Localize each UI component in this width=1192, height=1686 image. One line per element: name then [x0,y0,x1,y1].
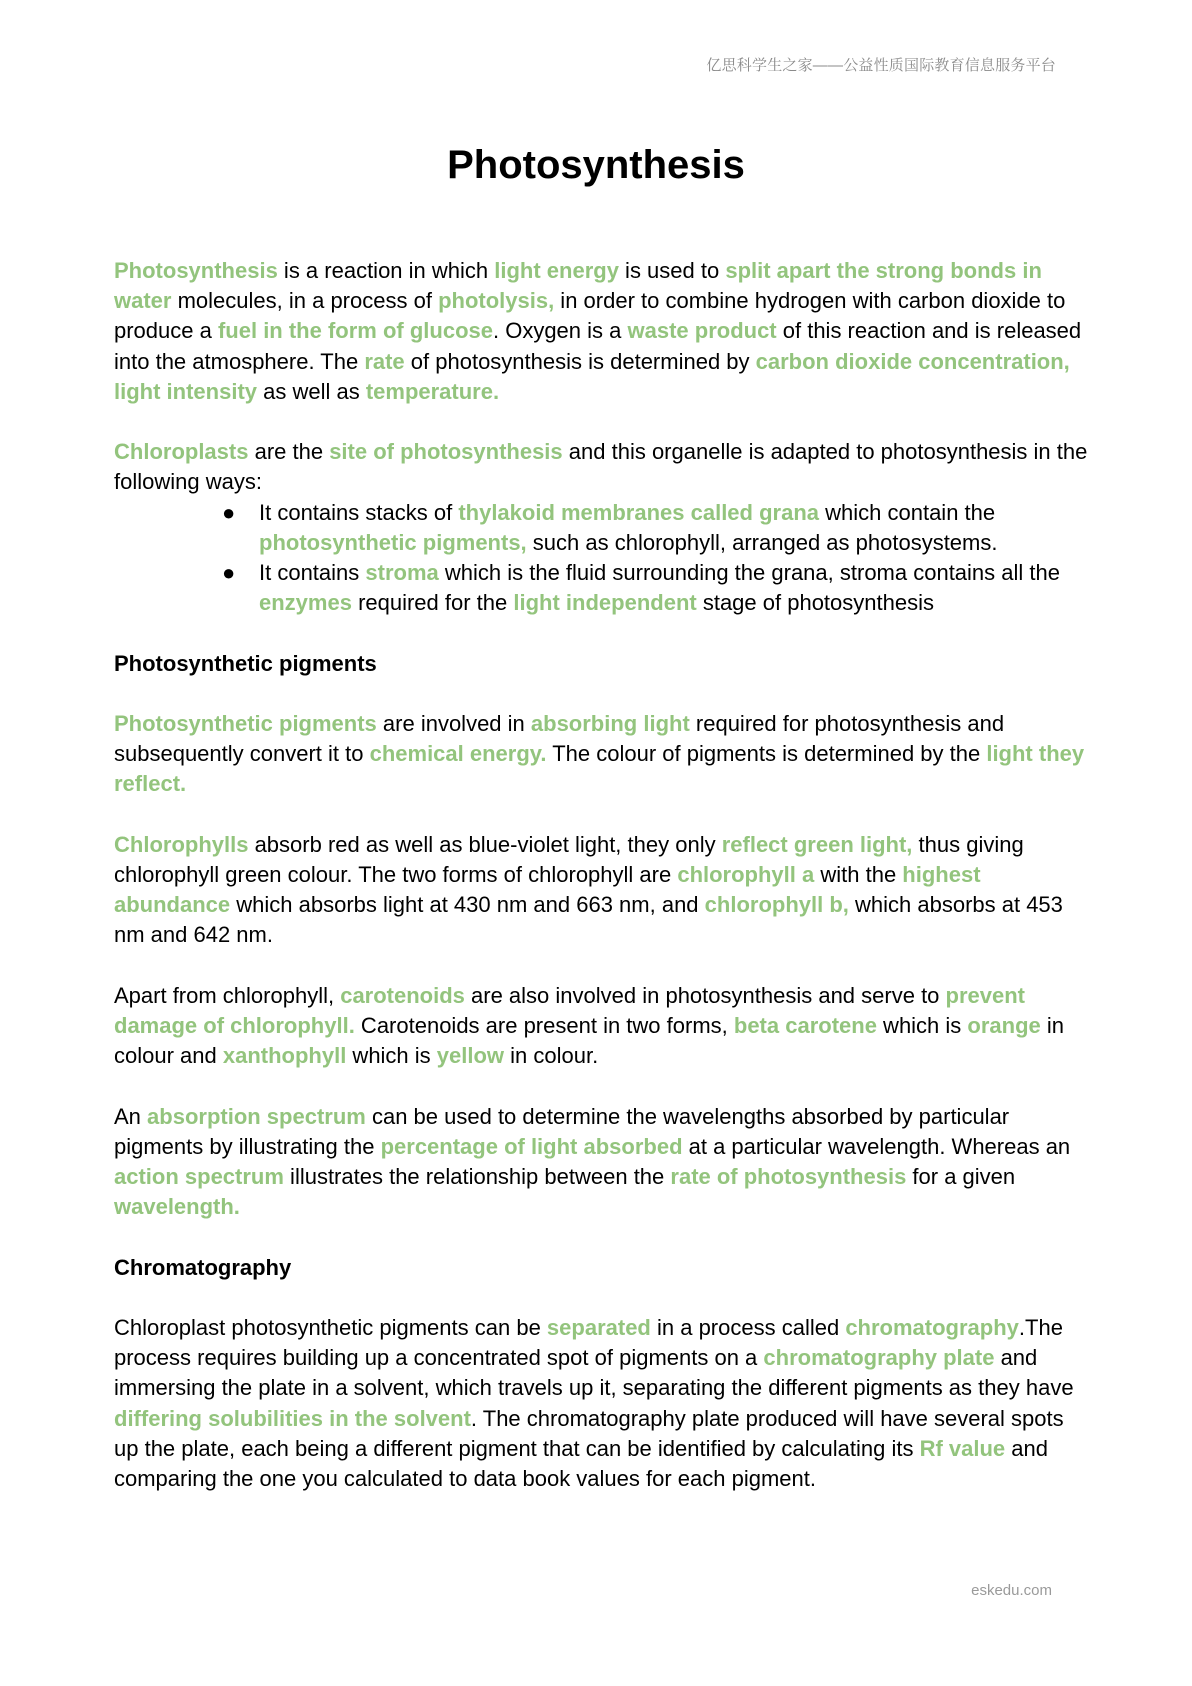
key-term: light energy [494,258,619,283]
key-term: split apart the strong bonds in water [114,258,1042,314]
paragraph-spectrum [114,1102,1094,1223]
text-run: of this reaction and is released into the atmosphere. The [114,318,1082,374]
key-term: differing solubilities in the solvent [114,1405,471,1431]
text-run: in order to combine hydrogen with carbon dioxide to produce a [114,288,1066,344]
key-term: stroma [365,560,439,586]
key-term: yellow [436,1043,505,1069]
key-term: photosynthetic pigments, [259,529,527,555]
key-term: wavelength. [114,1194,240,1220]
key-term: prevent damage of chlorophyll. [114,982,1026,1038]
chloroplast-adaptations-list [114,498,1094,619]
text-run: and immersing the plate in a solvent, which travels up it, separating the different pigments as they have [114,1345,1074,1401]
key-term: separated [546,1314,651,1340]
text-run: such as chlorophyll, arranged as photosystems. [526,529,998,555]
text-run: It contains stacks of [259,499,459,525]
key-term: photolysis, [438,288,555,314]
key-term: Rf value [919,1435,1006,1461]
text-run: and comparing the one you calculated to data book values for each pigment. [114,1435,1048,1491]
key-term: highest abundance [114,862,981,918]
key-term: Photosynthetic pigments [114,711,377,736]
key-term: Chlorophylls [114,831,249,857]
key-term: Photosynthesis [114,258,278,283]
key-term: absorption spectrum [147,1103,366,1129]
key-term: light independent [513,590,697,616]
paragraph-intro [114,256,1094,407]
text-run: which contain the [819,499,996,525]
key-term: chromatography [845,1314,1019,1340]
key-term: light they reflect. [114,741,1085,797]
key-term: fuel in the form of glucose [217,318,493,344]
text-run: The colour of pigments is determined by the [546,741,987,767]
key-term: percentage of light absorbed [380,1133,683,1159]
paragraph-chlorophylls [114,830,1094,951]
text-run: which is [346,1043,437,1069]
text-run: which is [876,1013,968,1038]
key-term: site of photosynthesis [329,439,563,465]
list-item-text [259,500,998,555]
text-run: required for the [351,590,514,616]
text-run: at a particular wavelength. Whereas an [682,1133,1071,1159]
key-term: chemical energy. [369,741,547,767]
text-run: of photosynthesis is determined by [404,348,756,374]
text-run: which is the fluid surrounding the grana, stroma contains all the [438,560,1060,586]
key-term: xanthophyll [222,1043,347,1069]
key-term: reflect green light, [721,831,913,857]
text-run: are also involved in photosynthesis and serve to [464,982,946,1008]
text-run: as well as [257,378,366,404]
key-term: enzymes [259,590,352,616]
footer-site-label: eskedu.com [971,1582,1052,1599]
section-heading-chromatography: Chromatography [114,1254,292,1280]
key-term: orange [967,1013,1041,1038]
list-item [114,498,1094,558]
page-title: Photosynthesis [447,143,745,187]
key-term: thylakoid membranes called grana [458,499,820,525]
key-term: chlorophyll b, [704,892,849,918]
paragraph-chromatography [114,1313,1094,1494]
section-heading-pigments: Photosynthetic pigments [114,650,377,676]
text-run: can be used to determine the wavelengths absorbed by particular pigments by illustrating the [114,1103,1010,1159]
text-run: is a reaction in which [277,258,495,283]
text-run: in a process called [650,1314,846,1340]
list-item [114,558,1094,618]
text-run: Chloroplast photosynthetic pigments can be [114,1314,547,1340]
key-term: rate of photosynthesis [670,1164,907,1189]
bullet-icon: ● [222,560,236,586]
text-run: illustrates the relationship between the [283,1164,671,1189]
text-run: An [114,1103,148,1129]
text-run: with the [814,862,903,887]
list-item-text [259,560,1060,615]
key-term: waste product [627,318,777,344]
text-run: which absorbs light at 430 nm and 663 nm, and [230,892,705,918]
text-run: It contains [259,560,366,586]
text-run: Apart from chlorophyll, [114,982,341,1008]
text-run: stage of photosynthesis [696,590,934,616]
document-body [114,256,1094,1524]
text-run: . Oxygen is a [492,318,628,344]
key-term: chromatography plate [763,1345,995,1371]
key-term: beta carotene [733,1013,877,1038]
text-run: . The chromatography plate produced will have several spots up the plate, each being a different pigment that can be identified by calculating its [114,1405,1064,1461]
paragraph-pigments-intro [114,709,1094,800]
key-term: carotenoids [340,982,465,1008]
key-term: absorbing light [530,711,690,736]
key-term: Chloroplasts [114,439,249,465]
text-run: .The process requires building up a concentrated spot of pigments on a [114,1314,1063,1371]
key-term: chlorophyll a [677,862,815,887]
text-run: is used to [618,258,726,283]
key-term: action spectrum [114,1164,284,1189]
text-run: in colour and [114,1013,1065,1069]
bullet-icon: ● [222,499,236,525]
paragraph-chloroplasts [114,437,1094,497]
text-run: for a given [906,1164,1016,1189]
text-run: molecules, in a process of [171,288,439,314]
paragraph-carotenoids [114,981,1094,1072]
key-term: carbon dioxide concentration, light intensity [114,348,1070,404]
text-run: required for photosynthesis and subsequently convert it to [114,711,1005,767]
text-run: which absorbs at 453 nm and 642 nm. [114,892,1063,948]
text-run: Carotenoids are present in two forms, [354,1013,734,1038]
text-run: thus giving chlorophyll green colour. The two forms of chlorophyll are [114,831,1024,887]
text-run: absorb red as well as blue-violet light, they only [248,831,722,857]
text-run: are involved in [376,711,531,736]
header-source-note: 亿思科学生之家——公益性质国际教育信息服务平台 [706,57,1056,74]
text-run: and this organelle is adapted to photosynthesis in the following ways: [114,439,1088,495]
key-term: rate [364,348,405,374]
text-run: in colour. [504,1043,599,1069]
text-run: are the [248,439,330,465]
key-term: temperature. [365,378,500,404]
